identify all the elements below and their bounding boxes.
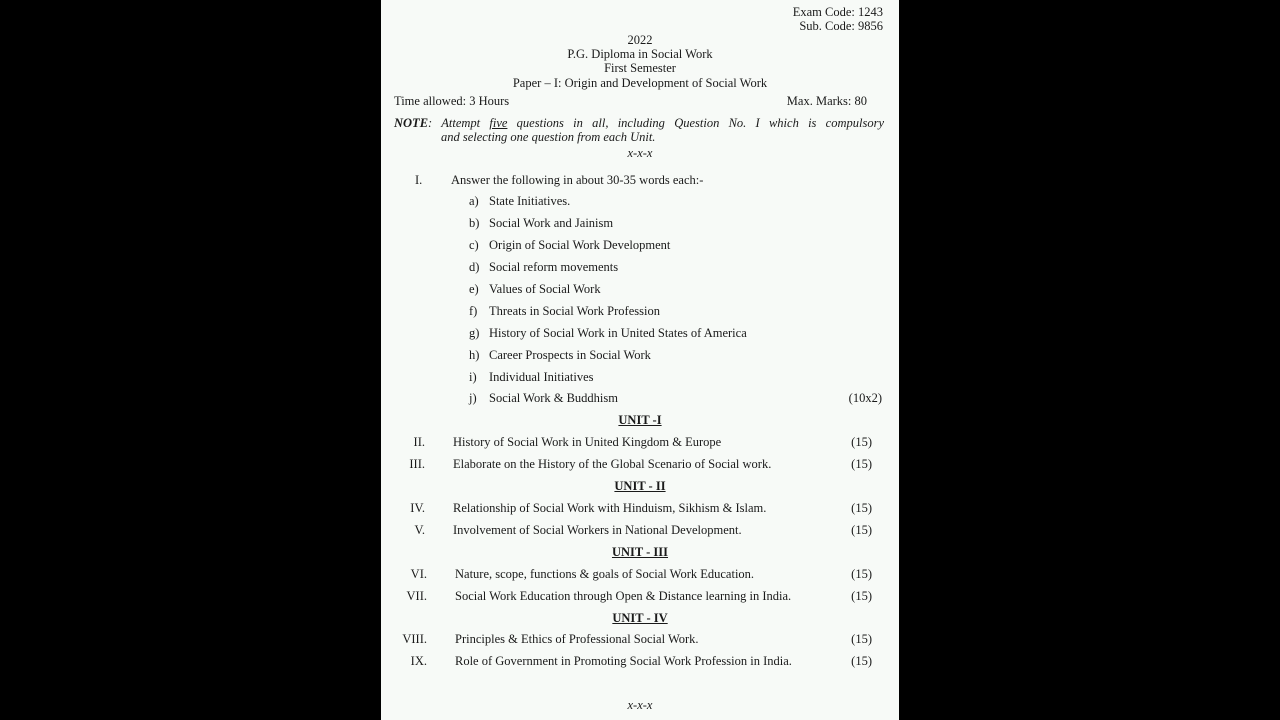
question-marks: (15) [851,435,872,449]
question-number: II. [413,435,425,449]
year: 2022 [627,33,653,47]
sub-item-letter: i) [469,370,477,384]
footer-separator: x-x-x [627,698,653,712]
sub-item-text: Values of Social Work [489,282,601,296]
question-text: Relationship of Social Work with Hinduism, Sikhism & Islam. [453,501,767,515]
question-marks: (15) [851,457,872,471]
question-number: VI. [410,567,427,581]
sub-item-letter: c) [469,238,479,252]
sub-item-letter: d) [469,260,480,274]
question-text: Principles & Ethics of Professional Social Work. [455,632,699,646]
paper-title: Paper – I: Origin and Development of Social Work [512,76,768,90]
question-text: Answer the following in about 30-35 words each:- [451,173,704,187]
sub-item-text: Individual Initiatives [489,370,594,384]
sub-item-letter: g) [469,326,480,340]
program: P.G. Diploma in Social Work [567,47,713,61]
unit-heading: UNIT - III [611,545,669,559]
sub-item-letter: f) [469,304,478,318]
question-text: Role of Government in Promoting Social Work Profession in India. [455,654,792,668]
sub-item-text: Threats in Social Work Profession [489,304,660,318]
question-marks: (15) [851,567,872,581]
time-allowed: Time allowed: 3 Hours [394,94,510,108]
sub-item-letter: h) [469,348,480,362]
separator: x-x-x [627,146,653,160]
question-marks: (15) [851,589,872,603]
sub-item-text: Social Work & Buddhism [489,391,618,405]
unit-heading: UNIT - II [614,479,666,493]
sub-item-text: State Initiatives. [489,194,571,208]
question-number: III. [409,457,425,471]
unit-heading: UNIT - IV [612,611,668,625]
sub-item-text: Social reform movements [489,260,619,274]
question-number: IX. [410,654,427,668]
question-text: Involvement of Social Workers in National Development. [453,523,742,537]
semester: First Semester [604,61,676,75]
question-text: History of Social Work in United Kingdom & Europe [453,435,722,449]
exam-paper-page [381,0,899,720]
note-line2: and selecting one question from each Unit. [441,130,656,144]
question-number: IV. [410,501,425,515]
question-text: Social Work Education through Open & Distance learning in India. [455,589,792,603]
max-marks: Max. Marks: 80 [786,94,867,108]
question-marks: (15) [851,654,872,668]
question-marks: (15) [851,632,872,646]
question-text: Nature, scope, functions & goals of Social Work Education. [455,567,755,581]
question-text: Elaborate on the History of the Global Scenario of Social work. [453,457,772,471]
sub-item-letter: e) [469,282,479,296]
sub-code: Sub. Code: 9856 [799,19,883,33]
question-marks: (15) [851,523,872,537]
question-number: VIII. [402,632,427,646]
note-emphasis: five [489,116,508,130]
question-marks: (10x2) [848,391,882,405]
sub-item-letter: a) [469,194,479,208]
sub-item-text: Origin of Social Work Development [489,238,671,252]
exam-code: Exam Code: 1243 [792,5,883,19]
question-number: I. [415,173,423,187]
question-marks: (15) [851,501,872,515]
question-number: VII. [406,589,427,603]
sub-item-text: Career Prospects in Social Work [489,348,651,362]
note: NOTE: Attempt five questions in all, including Question No. I which is compulsory [394,116,885,130]
unit-heading: UNIT -I [618,413,662,427]
question-number: V. [414,523,425,537]
sub-item-text: Social Work and Jainism [489,216,614,230]
sub-item-letter: b) [469,216,480,230]
sub-item-text: History of Social Work in United States of America [489,326,747,340]
sub-item-letter: j) [469,391,477,405]
note-label: NOTE [394,116,429,130]
